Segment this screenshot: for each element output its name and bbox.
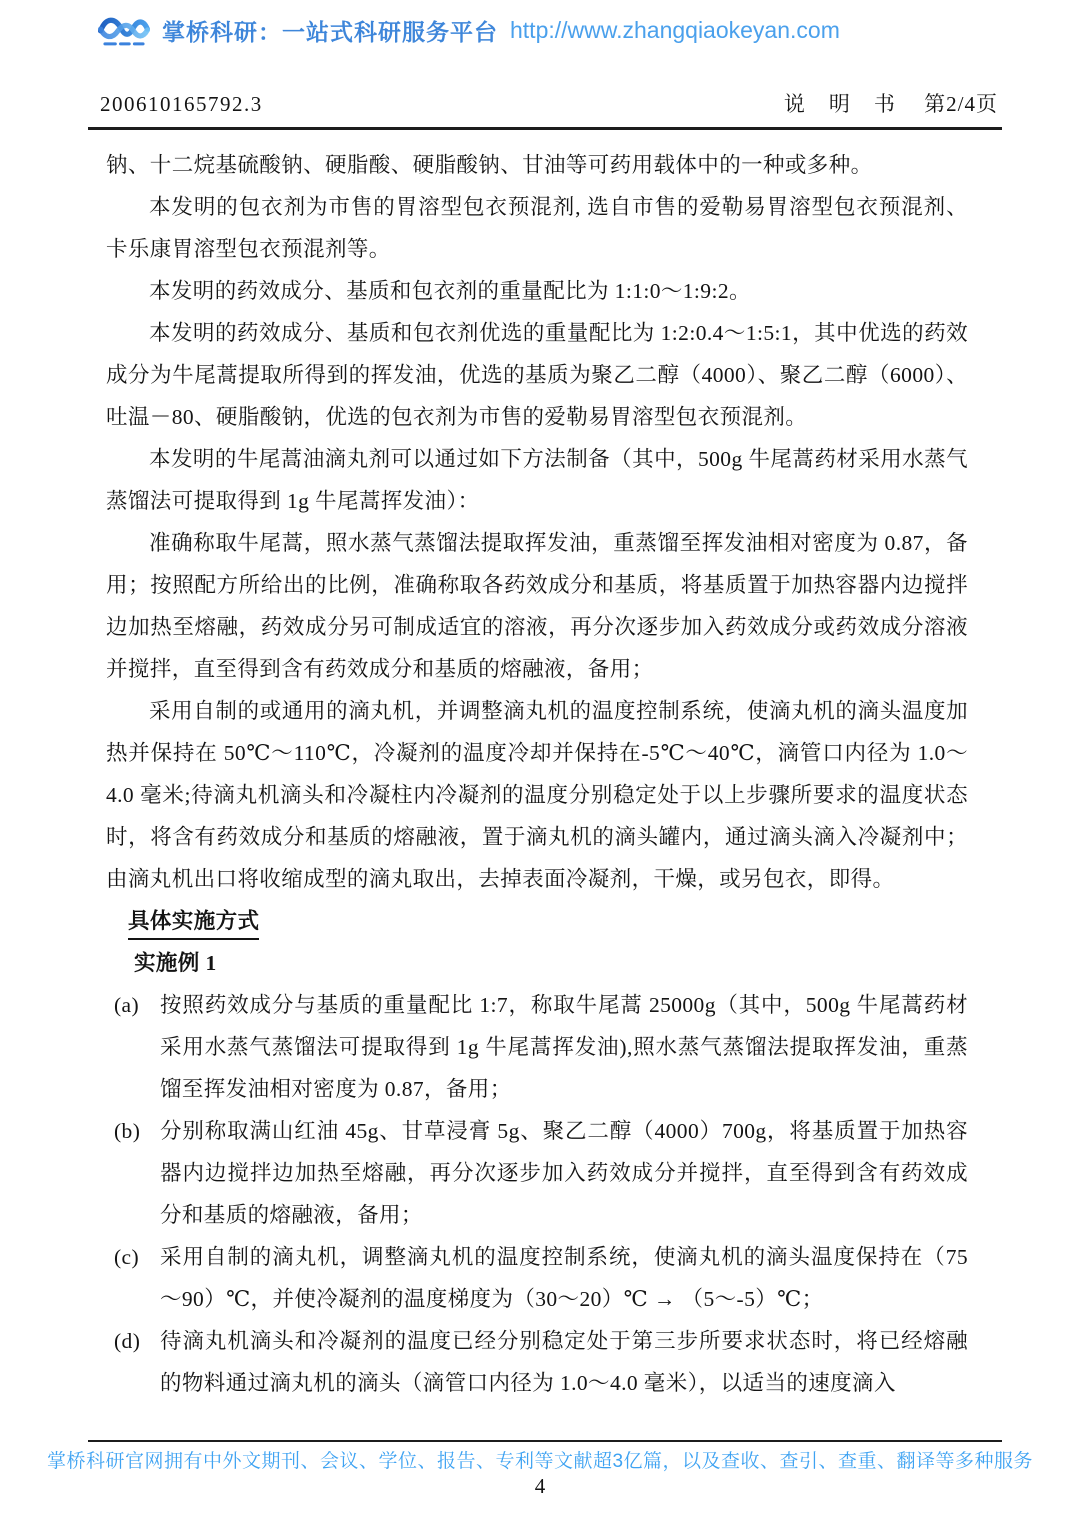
doc-header xyxy=(100,88,998,118)
step-text: 采用自制的滴丸机，调整滴丸机的温度控制系统，使滴丸机的滴头温度保持在（75～90）℃，并使冷凝剂的温度梯度为（30～20）℃ → （5～-5）℃； xyxy=(160,1245,968,1311)
step-label: (c) xyxy=(114,1245,140,1269)
opening-paragraph: 钠、十二烷基硫酸钠、硬脂酸、硬脂酸钠、甘油等可药用载体中的一种或多种。 xyxy=(106,153,873,177)
paragraph: 本发明的药效成分、基质和包衣剂的重量配比为 1:1:0～1:9:2。 xyxy=(149,279,751,303)
paragraph: 本发明的包衣剂为市售的胃溶型包衣预混剂, 选自市售的爱勒易胃溶型包衣预混剂、卡乐康胃溶型包衣预混剂等。 xyxy=(106,195,968,261)
step-text: 分别称取满山红油 45g、甘草浸膏 5g、聚乙二醇（4000）700g，将基质置于加热容器内边搅拌边加热至熔融，再分次逐步加入药效成分并搅拌，直至得到含有药效成分和基质的熔融液，备用； xyxy=(160,1119,968,1227)
brand-name: 掌桥科研：一站式科研服务平台 xyxy=(162,18,498,45)
step-label: (d) xyxy=(114,1329,141,1353)
doc-title xyxy=(784,88,998,118)
paragraph: 本发明的药效成分、基质和包衣剂优选的重量配比为 1:2:0.4～1:5:1，其中优选的药效成分为牛尾蒿提取所得到的挥发油，优选的基质为聚乙二醇（4000）、聚乙二醇（6000）、吐温－80、硬脂酸钠，优选的包衣剂为市售的爱勒易胃溶型包衣预混剂。 xyxy=(106,321,968,429)
section-heading-text: 具体实施方式 xyxy=(128,904,259,940)
brand-header xyxy=(98,10,840,50)
footer-service-text: 掌桥科研官网拥有中外文期刊、会议、学位、报告、专利等文献超3亿篇，以及查收、查引、查重、翻译等多种服务 xyxy=(46,1451,1034,1472)
document-body xyxy=(106,144,968,1404)
footer-divider xyxy=(88,1440,1002,1442)
paragraph: 本发明的牛尾蒿油滴丸剂可以通过如下方法制备（其中，500g 牛尾蒿药材采用水蒸气蒸馏法可提取得到 1g 牛尾蒿挥发油）： xyxy=(106,447,968,513)
step-text: 按照药效成分与基质的重量配比 1:7，称取牛尾蒿 25000g（其中，500g 牛尾蒿药材采用水蒸气蒸馏法可提取得到 1g 牛尾蒿挥发油),照水蒸气蒸馏法提取挥发油，重蒸馏至挥发油相对密度为 0.87，备用； xyxy=(160,993,968,1101)
patent-number: 200610165792.3 xyxy=(100,92,263,116)
example-heading: 实施例 1 xyxy=(134,951,217,975)
step-label: (b) xyxy=(114,1119,141,1143)
doc-type-label: 说明书 xyxy=(783,92,919,116)
step-text: 待滴丸机滴头和冷凝剂的温度已经分别稳定处于第三步所要求状态时，将已经熔融的物料通过滴丸机的滴头（滴管口内径为 1.0～4.0 毫米），以适当的速度滴入 xyxy=(160,1329,968,1395)
double-wave-logo-icon xyxy=(98,10,150,50)
step-item-a xyxy=(106,984,968,1110)
page-number: 4 xyxy=(534,1474,546,1498)
brand-url: http://www.zhangqiaokeyan.com xyxy=(510,16,840,43)
paragraph: 采用自制的或通用的滴丸机，并调整滴丸机的温度控制系统，使滴丸机的滴头温度加热并保持在 50℃～110℃，冷凝剂的温度冷却并保持在-5℃～40℃，滴管口内径为 1.0～4.0 毫米;待滴丸机滴头和冷凝柱内冷凝剂的温度分别稳定处于以上步骤所要求的温度状态时，将含有药效成分和基质的熔融液，置于滴丸机的滴头罐内，通过滴头滴入冷凝剂中；由滴丸机出口将收缩成型的滴丸取出，去掉表面冷凝剂，干燥，或另包衣，即得。 xyxy=(106,699,968,891)
header-divider xyxy=(88,127,1002,130)
section-heading xyxy=(106,900,968,942)
step-item-b xyxy=(106,1110,968,1236)
page-indicator: 第2/4页 xyxy=(924,92,998,116)
step-label: (a) xyxy=(114,993,140,1017)
step-item-d xyxy=(106,1320,968,1404)
step-item-c xyxy=(106,1236,968,1320)
paragraph: 准确称取牛尾蒿，照水蒸气蒸馏法提取挥发油，重蒸馏至挥发油相对密度为 0.87，备用；按照配方所给出的比例，准确称取各药效成分和基质，将基质置于加热容器内边搅拌边加热至熔融，药效成分另可制成适宜的溶液，再分次逐步加入药效成分或药效成分溶液并搅拌，直至得到含有药效成分和基质的熔融液，备用； xyxy=(106,531,968,681)
